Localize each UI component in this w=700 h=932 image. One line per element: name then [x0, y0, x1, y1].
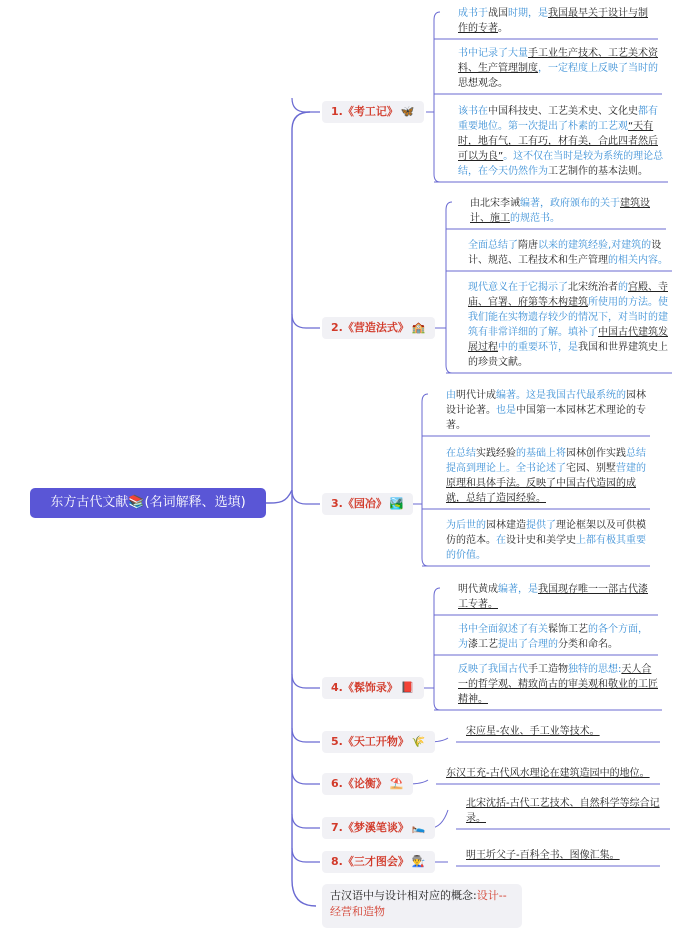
leaf-text: 原理和具体手法。反映了中国古代造园的成就，总结了造园经验。 — [446, 478, 636, 504]
leaf-text: 由 — [446, 390, 456, 401]
leaf-text: 隋唐 — [518, 240, 538, 251]
branch-label: 4.《髹饰录》 — [331, 681, 398, 694]
branch-node-8[interactable] — [322, 851, 435, 873]
leaf-text: 设计史和美学史 — [506, 535, 576, 546]
branch-label: 2.《营造法式》 — [331, 321, 409, 334]
branch-node-7[interactable] — [322, 817, 435, 839]
leaf-note[interactable] — [446, 388, 646, 433]
leaf-text: 手工造物 — [528, 664, 568, 675]
leaf-text: 为后世的 — [446, 520, 486, 531]
branch-icon: 🛌 — [411, 821, 426, 834]
leaf-text: 由 — [470, 198, 480, 209]
branch-label: 1.《考工记》 — [331, 105, 398, 118]
leaf-text: 提出了合理的 — [498, 639, 558, 650]
leaf-text: 该书在 — [458, 106, 488, 117]
leaf-text: 在 — [496, 535, 506, 546]
branch-node-2[interactable] — [322, 317, 435, 339]
leaf-text: 在总结 — [446, 448, 476, 459]
leaf-text: 全面总结了 — [468, 240, 518, 251]
leaf-text: 也是 — [496, 405, 516, 416]
concept-answer: 设计--经营和造物 — [330, 889, 507, 918]
leaf-text: 我国最早关于设计与制作的专著 — [458, 8, 648, 34]
leaf-note[interactable] — [458, 622, 654, 652]
leaf-text: 战国 — [488, 8, 508, 19]
leaf-text: 总结提高到理论上。全书论述了 — [446, 448, 646, 474]
leaf-note[interactable] — [458, 104, 664, 179]
leaf-note[interactable] — [446, 766, 656, 781]
leaf-text: 上都有极其重要的价值。 — [446, 535, 646, 561]
leaf-text: 的规范书。 — [510, 213, 560, 224]
leaf-note[interactable] — [458, 46, 658, 91]
leaf-text: 中国科技史、工艺美术史、文化史 — [488, 106, 638, 117]
leaf-text: 中国第一本园林艺术理论的专著。 — [446, 405, 646, 431]
leaf-text: 实践经验 — [476, 448, 516, 459]
leaf-text: 北宋李诫 — [480, 198, 520, 209]
branch-icon: 📕 — [400, 681, 415, 694]
leaf-text: 营建的 — [616, 463, 646, 474]
branch-icon: 🏫 — [411, 321, 426, 334]
branch-icon: 🦋 — [400, 105, 415, 118]
leaf-note[interactable] — [446, 518, 646, 563]
leaf-text: 。 — [498, 23, 508, 34]
branch-node-3[interactable] — [322, 493, 413, 515]
branch-node-5[interactable] — [322, 731, 435, 753]
leaf-text: 髹饰工艺 — [548, 624, 588, 635]
leaf-text: 分类和命名。 — [558, 639, 618, 650]
leaf-text: 都有重要地位。第一次提出了朴素的工艺观 — [458, 106, 658, 132]
leaf-text: 。这不仅在当时是较为系统的理论总结，在今天仍然作为 — [458, 151, 664, 177]
leaf-note[interactable] — [466, 724, 656, 739]
leaf-text: 手工业生产技术、工艺美术资料、生产管理制度 — [458, 48, 658, 74]
leaf-text: ，一定程度上反映了当时的 — [538, 63, 658, 74]
leaf-text: 我国和世界建筑史上的珍贵文献。 — [468, 342, 668, 368]
leaf-text: 建筑设计、施工 — [470, 198, 650, 224]
leaf-text: 编著，政府颁布的关于 — [520, 198, 620, 209]
leaf-text: 我国现存唯一一部古代漆工专著。 — [458, 584, 648, 610]
branch-label: 3.《园冶》 — [331, 497, 387, 510]
branch-label: 5.《天工开物》 — [331, 735, 409, 748]
concept-text: 古汉语中与设计相对应的概念: — [330, 889, 477, 902]
leaf-text: 反映了我国古代 — [458, 664, 528, 675]
leaf-note[interactable] — [458, 582, 654, 612]
leaf-text: 成书于 — [458, 8, 488, 19]
leaf-text: 中的重要环节，是 — [498, 342, 578, 353]
leaf-text: 园林设计论著。 — [446, 390, 646, 416]
leaf-text: 明王圻父子-百科全书、图像汇集。 — [466, 850, 620, 861]
leaf-text: 理论框架以及可供模仿的范本。 — [446, 520, 646, 546]
leaf-text: 书中记录了大量 — [458, 48, 528, 59]
leaf-note[interactable] — [466, 848, 656, 863]
leaf-text: 提供了 — [526, 520, 556, 531]
leaf-text: 宋应星-农业、手工业等技术。 — [466, 726, 600, 737]
leaf-text: 编著。这是我国古代最系统的 — [496, 390, 626, 401]
leaf-text: 天人合一的哲学观、精致尚古的审美观和敬业的工匠精神。 — [458, 664, 658, 705]
leaf-text: 中国古代建筑发展过程 — [468, 327, 668, 353]
leaf-text: 漆工艺 — [468, 639, 498, 650]
leaf-text: 的各个方面，为 — [458, 624, 648, 650]
leaf-note[interactable] — [458, 662, 658, 707]
branch-node-1[interactable] — [322, 101, 424, 123]
leaf-text: 宅园、别墅 — [566, 463, 616, 474]
leaf-text: 设计、规范、工程技术和生产管理 — [468, 240, 662, 266]
leaf-text: 的 — [618, 282, 628, 293]
leaf-text: 书中全面叙述了有关 — [458, 624, 548, 635]
branch-icon: ⛱️ — [389, 777, 404, 790]
leaf-note[interactable] — [468, 238, 668, 268]
leaf-text: 编著，是 — [498, 584, 538, 595]
leaf-text: 思想观念。 — [458, 78, 508, 89]
leaf-text: 现代意义在于它揭示了 — [468, 282, 568, 293]
branch-label: 6.《论衡》 — [331, 777, 387, 790]
leaf-text: 以来的建筑经验,对建筑的 — [538, 240, 652, 251]
leaf-note[interactable] — [468, 280, 668, 370]
branch-label: 7.《梦溪笔谈》 — [331, 821, 409, 834]
root-topic[interactable]: 东方古代文献📚(名词解释、选填) — [30, 488, 266, 518]
leaf-text: 园林创作实践 — [566, 448, 626, 459]
leaf-text: 的相关内容。 — [608, 255, 668, 266]
branch-icon: 👨‍🏭 — [411, 855, 426, 868]
leaf-text: 东汉王充-古代风水理论在建筑造园中的地位。 — [446, 768, 650, 779]
concept-node[interactable] — [322, 884, 522, 928]
leaf-text: 明代黄成 — [458, 584, 498, 595]
leaf-text: 的基础上将 — [516, 448, 566, 459]
leaf-text: 所使用的方法。使我们能在实物遗存较少的情况下，对当时的建筑有非常详细的了解。填补了 — [468, 297, 668, 338]
branch-icon: 🌾 — [411, 735, 426, 748]
leaf-note[interactable] — [458, 6, 654, 36]
leaf-text: 时期，是 — [508, 8, 548, 19]
leaf-text: 独特的思想: — [568, 664, 622, 675]
leaf-note[interactable] — [466, 796, 666, 826]
leaf-text: “天有时，地有气，工有巧，材有美，合此四者然后可以为良” — [458, 121, 658, 162]
leaf-text: 园林建造 — [486, 520, 526, 531]
leaf-text: 工艺制作的基本法则。 — [548, 166, 648, 177]
leaf-text: 明代计成 — [456, 390, 496, 401]
leaf-text: 北宋统治者 — [568, 282, 618, 293]
branch-node-4[interactable] — [322, 677, 424, 699]
leaf-text: 北宋沈括-古代工艺技术、自然科学等综合记录。 — [466, 798, 660, 824]
leaf-text: 宫殿、寺庙、官署、府第等木构建筑 — [468, 282, 668, 308]
leaf-note[interactable] — [446, 446, 646, 506]
branch-node-6[interactable] — [322, 773, 413, 795]
leaf-note[interactable] — [470, 196, 662, 226]
branch-label: 8.《三才图会》 — [331, 855, 409, 868]
branch-icon: 🏞️ — [389, 497, 404, 510]
